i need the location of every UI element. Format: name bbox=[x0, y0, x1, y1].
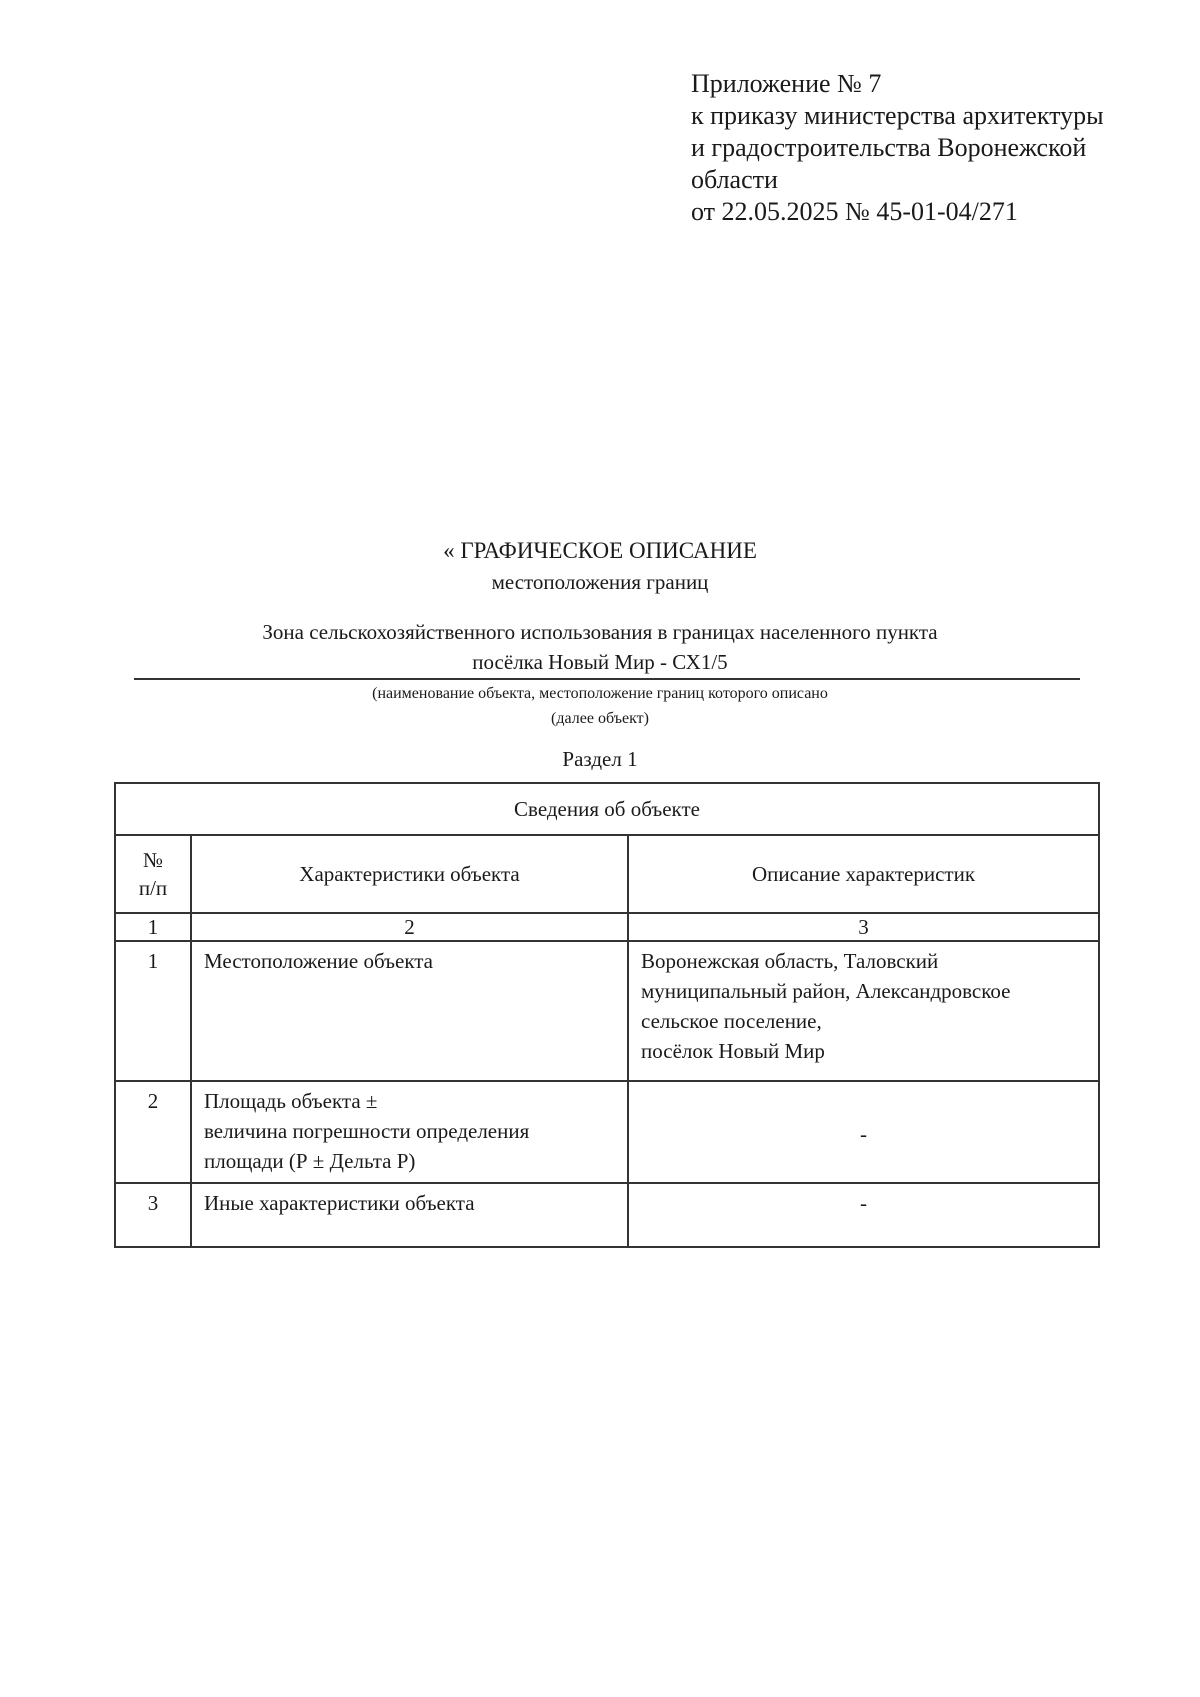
table-index-row bbox=[115, 913, 1099, 941]
object-info-table bbox=[114, 782, 1100, 1248]
characteristic-line: величина погрешности определения bbox=[204, 1119, 530, 1143]
characteristic-line: Местоположение объекта bbox=[204, 949, 434, 973]
row-characteristic bbox=[191, 1183, 628, 1247]
document-subtitle: местоположения границ bbox=[491, 570, 709, 594]
table-caption: Сведения об объекте bbox=[115, 783, 1099, 835]
table-caption-row bbox=[115, 783, 1099, 835]
section-title: Раздел 1 bbox=[562, 747, 638, 771]
appendix-line: к приказу министерства архитектуры bbox=[691, 101, 1104, 130]
object-name-line-1: Зона сельскохозяйственного использования в границах населенного пункта bbox=[262, 620, 938, 644]
description-line: сельское поселение, bbox=[641, 1009, 822, 1033]
appendix-header bbox=[691, 68, 1171, 228]
appendix-line: от 22.05.2025 № 45-01-04/271 bbox=[691, 197, 1018, 226]
table-row bbox=[115, 1183, 1099, 1247]
row-characteristic bbox=[191, 941, 628, 1081]
row-description bbox=[628, 1183, 1099, 1247]
appendix-line: Приложение № 7 bbox=[691, 69, 882, 98]
row-num: 3 bbox=[115, 1183, 191, 1247]
row-description bbox=[628, 1081, 1099, 1183]
table-row bbox=[115, 1081, 1099, 1183]
appendix-line: и градостроительства Воронежской bbox=[691, 133, 1087, 162]
description-line: Воронежская область, Таловский bbox=[641, 949, 939, 973]
row-num: 1 bbox=[115, 941, 191, 1081]
object-caption-line-2: (далее объект) bbox=[551, 710, 649, 727]
description-line: - bbox=[860, 1122, 867, 1146]
description-line: муниципальный район, Александровское bbox=[641, 979, 1011, 1003]
description-line: - bbox=[860, 1191, 867, 1215]
header-num bbox=[115, 835, 191, 913]
index-cell: 3 bbox=[628, 913, 1099, 941]
header-description: Описание характеристик bbox=[628, 835, 1099, 913]
index-cell: 1 bbox=[115, 913, 191, 941]
description-line: посёлок Новый Мир bbox=[641, 1039, 825, 1063]
characteristic-line: Площадь объекта ± bbox=[204, 1089, 378, 1113]
row-characteristic bbox=[191, 1081, 628, 1183]
object-name-underline bbox=[134, 678, 1080, 680]
characteristic-line: Иные характеристики объекта bbox=[204, 1191, 475, 1215]
row-description bbox=[628, 941, 1099, 1081]
index-cell: 2 bbox=[191, 913, 628, 941]
header-num-line-2: п/п bbox=[138, 876, 168, 900]
table-row bbox=[115, 941, 1099, 1081]
header-characteristics: Характеристики объекта bbox=[191, 835, 628, 913]
appendix-line: области bbox=[691, 165, 778, 194]
header-num-line-1: № bbox=[142, 848, 164, 872]
row-num: 2 bbox=[115, 1081, 191, 1183]
characteristic-line: площади (Р ± Дельта Р) bbox=[204, 1149, 416, 1173]
object-name-line-2: посёлка Новый Мир - СХ1/5 bbox=[472, 650, 728, 674]
object-caption-line-1: (наименование объекта, местоположение границ которого описано bbox=[372, 685, 828, 702]
document-title: « ГРАФИЧЕСКОЕ ОПИСАНИЕ bbox=[443, 538, 757, 563]
table-header-row bbox=[115, 835, 1099, 913]
